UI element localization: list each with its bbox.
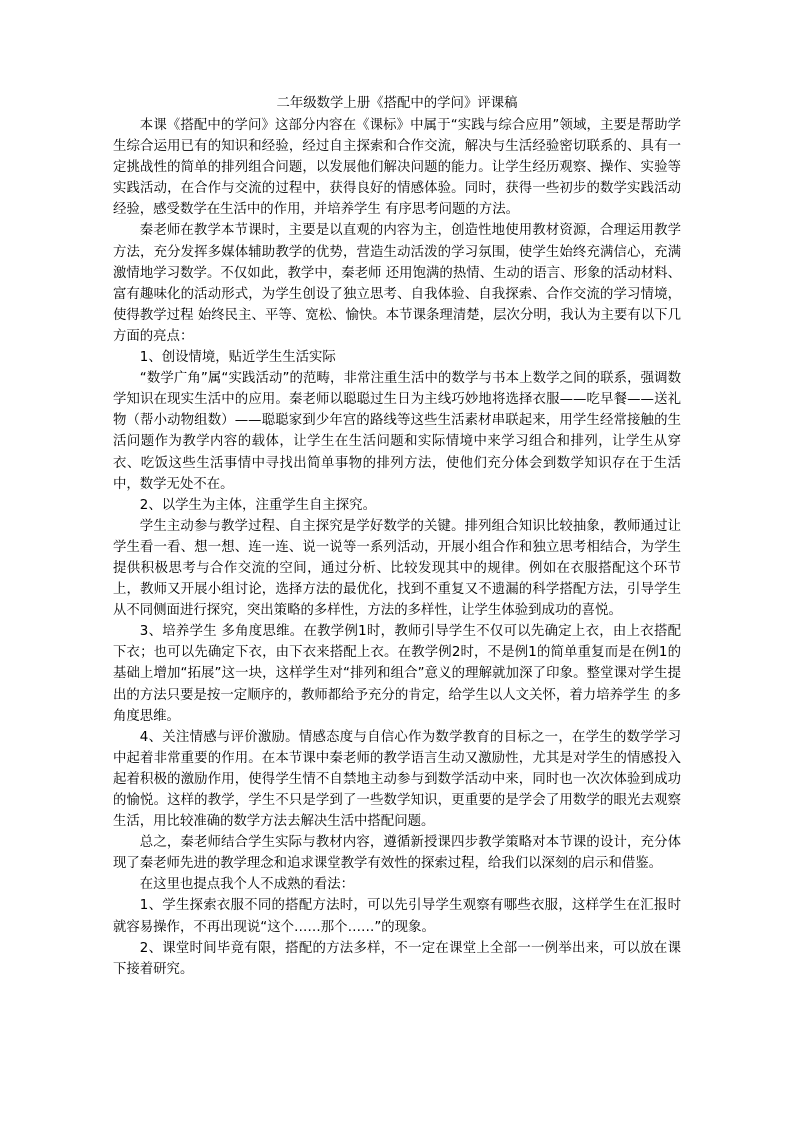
paragraph-opinion-intro: 在这里也提点我个人不成熟的看法： bbox=[139, 877, 355, 893]
paragraph-opinion-2: 2、课堂时间毕竟有限，搭配的方法多样，不一定在课堂上全部一一例举出来，可以放在课下接着研究。 bbox=[113, 940, 681, 977]
document-title: 二年级数学上册《搭配中的学问》评课稿 bbox=[276, 96, 518, 111]
paragraph-point-1: “数学广角”属“实践活动”的范畴，非常注重生活中的数学与书本上数学之间的联系，强调数学知识在现实生活中的应用。秦老师以聪聪过生日为主线巧妙地将选择衣服——吃早餐——送礼物（帮小动物组数）——聪聪家到少年宫的路线等这些生活素材串联起来，用学生经常接触的生活问题作为教学内容的载体，让学生在生活问题和实际情境中来学习组合和排列，让学生从穿衣、吃饭这些生活事情中寻找出简单事物的排列方法，使他们充分体会到数学知识存在于生活中，数学无处不在。 bbox=[113, 371, 681, 492]
heading-point-1: 1、创设情境，贴近学生生活实际 bbox=[139, 350, 336, 366]
paragraph-opinion-1: 1、学生探索衣服不同的搭配方法时，可以先引导学生观察有哪些衣服，这样学生在汇报时就容易操作，不再出现说“这个……那个……”的现象。 bbox=[113, 898, 681, 935]
paragraph-summary: 总之，秦老师结合学生实际与教材内容，遵循新授课四步教学策略对本节课的设计，充分体现了秦老师先进的教学理念和追求课堂教学有效性的探索过程，给我们以深刻的启示和借鉴。 bbox=[113, 835, 681, 872]
paragraph-point-3: 3、培养学生 多角度思维。在教学例1时，教师引导学生不仅可以先确定上衣，由上衣搭配下衣；也可以先确定下衣，由下衣来搭配上衣。在教学例2时，不是例1的简单重复而是在例1的基础上增加“拓展”这一块，这样学生对“排列和组合”意义的理解就加深了印象。整堂课对学生提出的方法只要是按一定顺序的，教师都给予充分的肯定，给学生以人文关怀，着力培养学生 的多角度思维。 bbox=[113, 624, 681, 724]
paragraph-intro: 本课《搭配中的学问》这部分内容在《课标》中属于“实践与综合应用”领域，主要是帮助学生综合运用已有的知识和经验，经过自主探索和合作交流，解决与生活经验密切联系的、具有一定挑战性的简单的排列组合问题，以发展他们解决问题的能力。让学生经历观察、操作、实验等实践活动，在合作与交流的过程中，获得良好的情感体验。同时，获得一些初步的数学实践活动经验，感受数学在生活中的作用，并培养学生 有序思考问题的方法。 bbox=[113, 118, 681, 218]
paragraph-point-4: 4、关注情感与评价激励。情感态度与自信心作为数学教育的目标之一，在学生的数学学习中起着非常重要的作用。在本节课中秦老师的教学语言生动又激励性，尤其是对学生的情感投入起着积极的激励作用，使得学生情不自禁地主动参与到数学活动中来，同时也一次次体验到成功的愉悦。这样的教学，学生不只是学到了一些数学知识，更重要的是学会了用数学的眼光去观察生活，用比较准确的数学方法去解决生活中搭配问题。 bbox=[113, 729, 681, 830]
paragraph-teacher-overview: 秦老师在教学本节课时，主要是以直观的内容为主，创造性地使用教材资源，合理运用教学方法，充分发挥多媒体辅助教学的优势，营造生动活泼的学习氛围，使学生始终充满信心，充满激情地学习数学。不仅如此，教学中，秦老师 还用饱满的热情、生动的语言、形象的活动材料、富有趣味化的活动形式，为学生创设了独立思考、自我体验、自我探索、合作交流的学习情境，使得教学过程 始终民主、平等、宽松、愉快。本节课条理清楚，层次分明，我认为主要有以下几方面的亮点： bbox=[113, 223, 681, 344]
paragraph-point-2: 学生主动参与教学过程、自主探究是学好数学的关键。排列组合知识比较抽象，教师通过让学生看一看、想一想、连一连、说一说等一系列活动，开展小组合作和独立思考相结合，为学生提供积极思考与合作交流的空间，通过分析、比较发现其中的规律。例如在衣服搭配这个环节上，教师又开展小组讨论，选择方法的最优化，找到不重复又不遗漏的科学搭配方法，引导学生从不同侧面进行探究，突出策略的多样性，方法的多样性，让学生体验到成功的喜悦。 bbox=[113, 518, 681, 619]
document-page bbox=[113, 94, 681, 980]
heading-point-2: 2、以学生为主体，注重学生自主探究。 bbox=[139, 497, 376, 513]
